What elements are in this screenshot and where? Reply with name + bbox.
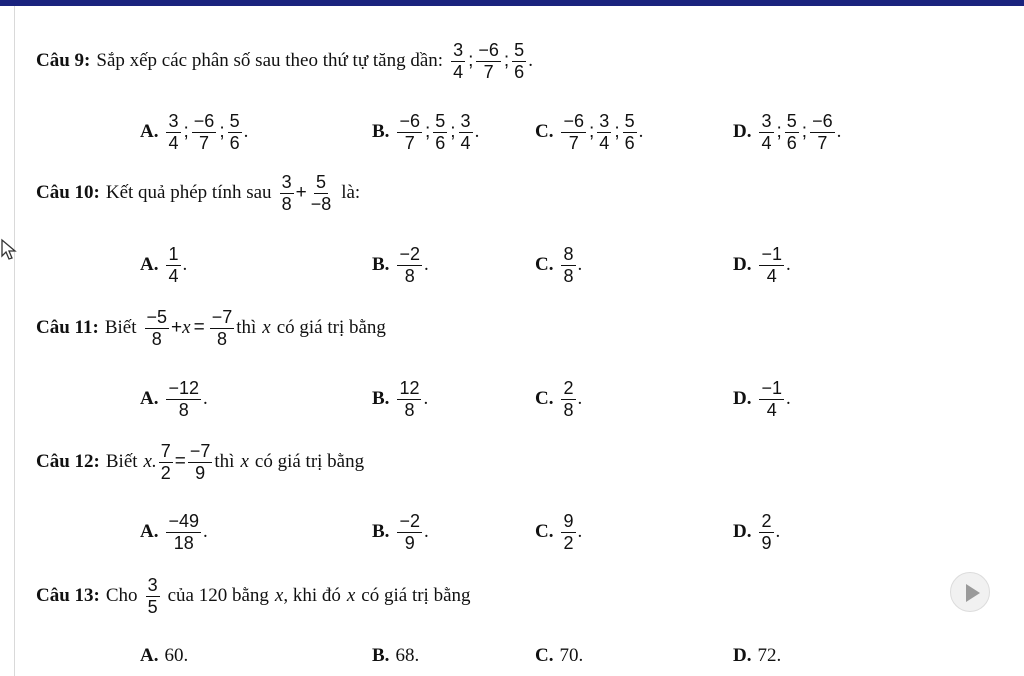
option-c[interactable]: C. $\frac{9}{2}$ . [535,511,583,553]
option-label: C. [535,121,554,143]
question-10 [36,172,360,214]
option-b[interactable]: B. $\frac{-6}{7}$ ; $\frac{5}{6}$ ; $\frac{3}{4}$ . [372,111,480,153]
option-b[interactable]: B. $\frac{12}{8}$ . [372,378,429,420]
option-label: D. [733,521,752,543]
option-b[interactable]: B. $\frac{-2}{9}$ . [372,511,429,553]
fraction: $\frac{7}{2}$ [160,441,171,483]
variable: x [182,317,191,339]
question-text: Cho [105,585,138,607]
question-label: Câu 10: [36,182,100,204]
option-label: D. [733,388,752,410]
option-a[interactable]: A. $\frac{3}{4}$ ; $\frac{-6}{7}$ ; $\frac{5}{6}$ . [140,111,249,153]
operator: + [171,317,183,339]
option-label: C. [535,645,554,666]
option-label: D. [733,645,752,666]
variable: x [274,585,284,607]
fraction: $\frac{5}{-8}$ [310,172,332,214]
option-c[interactable]: C. $\frac{2}{8}$ . [535,378,583,420]
operator: + [295,182,307,204]
question-suffix: có giá trị bằng [361,585,471,607]
option-label: C. [535,254,554,276]
option-value: 60 [164,645,184,666]
option-value: 72 [757,645,777,666]
option-label: B. [372,645,390,666]
option-d[interactable]: D. $\frac{-1}{4}$ . [733,244,791,286]
option-d[interactable]: D. $\frac{2}{9}$ . [733,511,781,553]
option-label: A. [140,254,159,276]
fraction: $\frac{5}{6}$ [514,40,525,82]
question-suffix: có giá trị bằng [276,317,386,339]
question-text: Biết [105,451,138,473]
question-suffix: là: [341,182,361,204]
option-label: B. [372,521,390,543]
option-label: B. [372,254,390,276]
question-13 [36,575,471,617]
option-label: D. [733,254,752,276]
option-d[interactable]: D. 72 . [733,645,782,666]
question-12 [36,441,364,483]
option-label: B. [372,121,390,143]
question-label: Câu 11: [36,317,99,339]
fraction: $\frac{3}{5}$ [147,575,158,617]
play-button[interactable] [950,572,990,612]
option-d[interactable]: D. $\frac{3}{4}$ ; $\frac{5}{6}$ ; $\frac{-6}{7}$ . [733,111,842,153]
question-text: Kết quả phép tính sau [105,182,272,204]
option-a[interactable]: A. $\frac{-12}{8}$ . [140,378,208,420]
variable: x [346,585,356,607]
question-label: Câu 9: [36,50,91,72]
option-b[interactable]: B. 68 . [372,645,420,666]
question-text: thì [214,451,235,473]
option-label: B. [372,388,390,410]
option-label: A. [140,645,159,666]
option-c[interactable]: C. 70 . [535,645,584,666]
left-border [14,6,15,676]
option-d[interactable]: D. $\frac{-1}{4}$ . [733,378,791,420]
fraction: $\frac{-7}{8}$ [211,307,233,349]
question-text: thì [236,317,257,339]
question-text: Sắp xếp các phân số sau theo thứ tự tăng dần: [96,50,444,72]
option-label: D. [733,121,752,143]
option-b[interactable]: B. $\frac{-2}{8}$ . [372,244,429,286]
option-value: 68 [395,645,415,666]
operator: = [193,317,205,339]
question-suffix: có giá trị bằng [254,451,365,473]
fraction: $\frac{3}{8}$ [281,172,292,214]
option-c[interactable]: C. $\frac{-6}{7}$ ; $\frac{3}{4}$ ; $\frac{5}{6}$ . [535,111,644,153]
question-label: Câu 12: [36,451,100,473]
operator: = [174,451,186,473]
option-label: A. [140,521,159,543]
question-text: của 120 bằng [167,585,269,607]
question-11 [36,307,386,349]
variable: x [240,451,249,473]
question-text: , khi đó [283,585,341,607]
fraction: $\frac{3}{4}$ [453,40,464,82]
variable: x. [143,451,157,473]
option-c[interactable]: C. $\frac{8}{8}$ . [535,244,583,286]
option-a[interactable]: A. 60 . [140,645,189,666]
variable: x [262,317,271,339]
option-label: A. [140,121,159,143]
question-text: Biết [104,317,137,339]
fraction: $\frac{-6}{7}$ [478,40,499,82]
fraction: $\frac{-5}{8}$ [146,307,168,349]
option-a[interactable]: A. $\frac{-49}{18}$ . [140,511,208,553]
question-label: Câu 13: [36,585,100,607]
option-label: A. [140,388,159,410]
option-label: C. [535,521,554,543]
option-a[interactable]: A. $\frac{1}{4}$ . [140,244,188,286]
option-value: 70 [559,645,579,666]
top-bar [0,0,1024,6]
mouse-pointer-icon [0,238,22,262]
option-label: C. [535,388,554,410]
fraction: $\frac{-7}{9}$ [189,441,211,483]
question-9: Câu 9: Sắp xếp các phân số sau theo thứ tự tăng dần: $\frac{3}{4}$ ; $\frac{-6}{7}$ ; $\frac{5}{6}$ . [36,40,533,82]
